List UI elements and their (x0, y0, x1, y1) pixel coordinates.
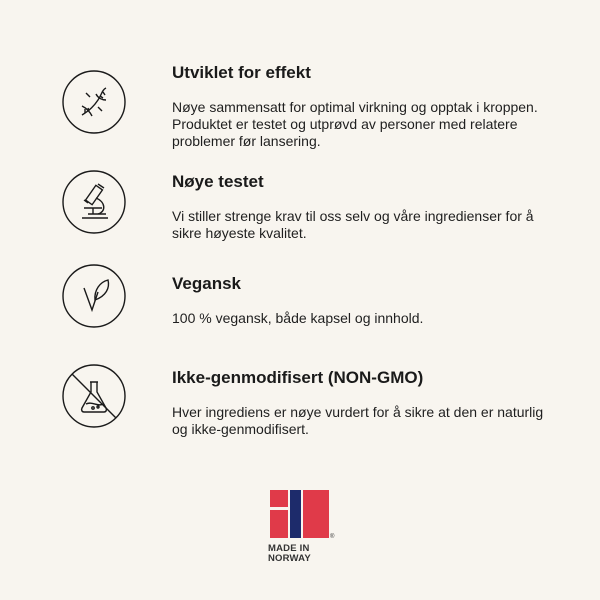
feature-title: Vegansk (172, 274, 241, 293)
leaf-icon (62, 264, 126, 328)
microscope-icon (62, 170, 126, 234)
feature-title: Utviklet for effekt (172, 63, 311, 82)
feature-description: 100 % vegansk, både kapsel og innhold. (172, 310, 424, 326)
made-in-line: MADE IN (268, 543, 310, 554)
feature-title: Nøye testet (172, 172, 264, 191)
feature-description: Vi stiller strenge krav til oss selv og våre ingredienser for å sikre høyeste kvalitet. (172, 208, 534, 241)
norway-line: NORWAY (268, 553, 311, 564)
made-in-norway-text (268, 544, 311, 564)
feature-title: Ikke-genmodifisert (NON-GMO) (172, 368, 424, 387)
feature-description: Hver ingrediens er nøye vurdert for å sikre at den er naturlig og ikke-genmodifisert. (172, 404, 544, 437)
no-gmo-flask-icon (62, 364, 126, 428)
feature-description: Nøye sammensatt for optimal virkning og opptak i kroppen. Produktet er testet og utprøvd av personer med relatere problemer før lansering. (172, 99, 538, 149)
registered-mark: ® (330, 534, 335, 540)
dna-icon (62, 70, 126, 134)
